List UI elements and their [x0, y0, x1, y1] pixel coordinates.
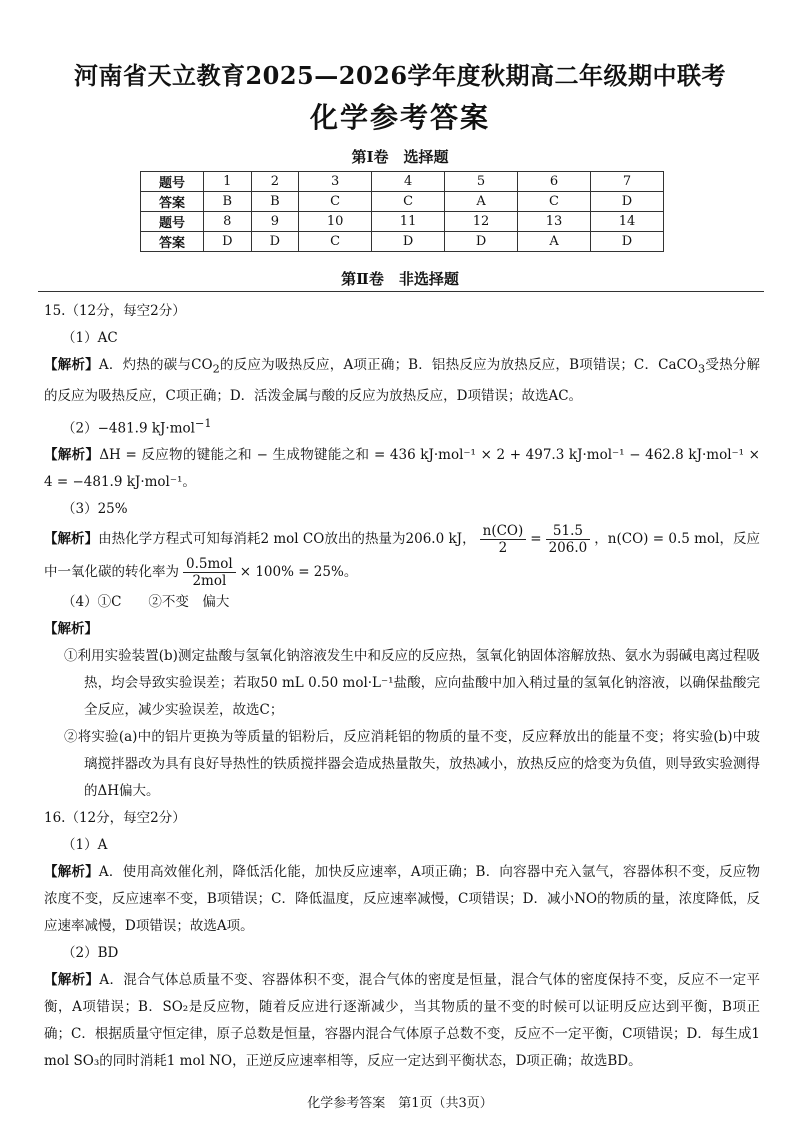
explanation-text: ΔH = 反应物的键能之和 − 生成物键能之和 = 436 kJ·mol⁻¹ × 2 + 497.3 kJ·mol⁻¹ − 462.8 kJ·mol⁻¹ × 4 = −481.9 kJ·mol⁻¹。 — [44, 447, 760, 491]
table-row — [141, 212, 664, 232]
explanation-text: A．使用高效催化剂，降低活化能，加快反应速率，A项正确；B．向容器中充入氩气，容器体积不变，反应物浓度不变，反应速率不变，B项错误；C．降低温度，反应速率减慢，C项错误；D．减小NO的物质的量，浓度降低，反应速率减慢，D项错误；故选A项。 — [44, 864, 761, 935]
exam-title: 河南省天立教育2025—2026学年度秋期高二年级期中联考 — [73, 61, 727, 90]
row-label-answer: 答案 — [141, 192, 204, 212]
answer-cell: D — [591, 232, 664, 252]
question-number: 6 — [518, 172, 591, 192]
q15-part3-explanation: 【解析】由热化学方程式可知每消耗2 mol CO放出的热量为206.0 kJ， $\frac{n(CO)}{2}$ = $\frac{51.5}{206.0}$ ，n(CO) = 0.5 mol，反应中一氧化碳的转化率为 $\frac{\text{0.5mol}}{\text{2mol}}$ × 100% = 25%。 — [44, 523, 760, 590]
explanation-text: × 100% = 25%。 — [239, 564, 358, 581]
row-label-question: 题号 — [141, 212, 204, 232]
q16-part2-explanation — [44, 967, 760, 1075]
table-row — [141, 232, 664, 252]
document-subtitle: 化学参考答案 — [309, 101, 490, 134]
fraction-denominator: 206.0 — [548, 540, 588, 557]
fraction — [480, 523, 527, 556]
question-number: 2 — [251, 172, 299, 192]
question-number: 11 — [372, 212, 445, 232]
analysis-tag: 【解析】 — [44, 621, 98, 638]
fraction-denominator: 2mol — [192, 573, 227, 590]
question-number: 12 — [445, 212, 518, 232]
table-row — [141, 172, 664, 192]
answer-cell: C — [299, 192, 372, 212]
section1-heading: 第Ⅰ卷 选择题 — [351, 148, 449, 166]
question-number: 9 — [251, 212, 299, 232]
analysis-tag: 【解析】 — [44, 864, 99, 881]
fraction-numerator: n(CO) — [480, 523, 527, 540]
analysis-tag: 【解析】 — [44, 531, 99, 548]
question-number: 14 — [591, 212, 664, 232]
q15-part4-explanation-2: ②将实验(a)中的铝片更换为等质量的铝粉后，反应消耗铝的物质的量不变，反应释放出的能量不变；将实验(b)中玻璃搅拌器改为具有良好导热性的铁质搅拌器会造成热量散失，放热减小，放热反应的焓变为负值，则导致实验测得的ΔH偏大。 — [64, 729, 760, 800]
q15-part2-explanation — [44, 442, 760, 496]
explanation-text: 由热化学方程式可知每消耗2 mol CO放出的热量为206.0 kJ， — [98, 531, 476, 548]
answer-text: （2）−481.9 kJ·mol — [62, 420, 195, 437]
question-number: 1 — [204, 172, 252, 192]
fraction — [546, 523, 591, 556]
q16-part1-answer: （1）A — [62, 837, 108, 854]
q15-part2-answer: （2）−481.9 kJ·mol$^{-1}$ — [62, 416, 212, 437]
question-16-header: 16.（12分，每空2分） — [44, 810, 186, 827]
q15-part1-answer: （1）AC — [62, 330, 118, 346]
question-15-header: 15.（12分，每空2分） — [44, 303, 186, 319]
explanation-text: A．混合气体总质量不变、容器体积不变，混合气体的密度是恒量，混合气体的密度保持不变，反应不一定平衡，A项错误；B．SO₂是反应物，随着反应进行逐渐减少，当其物质的量不变的时候可以证明反应达到平衡，B项正确；C．根据质量守恒定律，原子总数是恒量，容器内混合气体原子总数不变，反应不一定平衡，C项错误；D．每生成1 mol SO₃的同时消耗1 mol NO，正逆反应速率相等，反应一定达到平衡状态，D项正确；故选BD。 — [44, 972, 761, 1070]
row-label-answer: 答案 — [141, 232, 204, 252]
q15-part1-explanation: 【解析】A．灼热的碳与$CO_2$的反应为吸热反应，A项正确；B．铝热反应为放热反应，B项错误；C．CaCO$_3$受热分解的反应为吸热反应，C项正确；D．活泼金属与酸的反应为放热反应，D项错误；故选AC。 — [44, 357, 761, 404]
analysis-tag: 【解析】 — [44, 972, 100, 989]
answer-cell: D — [204, 232, 252, 252]
question-number: 5 — [445, 172, 518, 192]
q16-part1-explanation — [44, 859, 760, 940]
analysis-tag: 【解析】 — [44, 357, 99, 373]
fraction-numerator: 51.5 — [546, 523, 591, 540]
section2-heading: 第Ⅱ卷 非选择题 — [341, 270, 459, 288]
analysis-tag: 【解析】 — [44, 447, 100, 464]
q16-part2-answer: （2）BD — [62, 945, 119, 962]
q15-part3-answer: （3）25% — [62, 501, 128, 518]
explanation-text: 的反应为吸热反应，A项正确；B．铝热反应为放热反应，B项错误；C．CaCO — [219, 357, 698, 373]
answer-cell: A — [445, 192, 518, 212]
answer-cell: D — [591, 192, 664, 212]
answer-cell: B — [251, 192, 299, 212]
question-number: 4 — [372, 172, 445, 192]
fraction — [183, 556, 236, 589]
answer-cell: A — [518, 232, 591, 252]
question-number: 10 — [299, 212, 372, 232]
answer-cell: B — [204, 192, 252, 212]
explanation-text: A．灼热的碳与CO — [98, 357, 213, 373]
q15-part4-explanation-1: ①利用实验装置(b)测定盐酸与氢氧化钠溶液发生中和反应的反应热，氢氧化钠固体溶解放热、氨水为弱碱电离过程吸热，均会导致实验误差；若取50 mL 0.50 mol·L⁻¹盐酸，应向盐酸中加入稍过量的氢氧化钠溶液，以确保盐酸完全反应，减少实验误差，故选C； — [64, 648, 760, 719]
answer-cell: C — [518, 192, 591, 212]
question-number: 8 — [204, 212, 252, 232]
question-number: 13 — [518, 212, 591, 232]
row-label-question: 题号 — [141, 172, 204, 192]
answer-cell: C — [372, 192, 445, 212]
answer-table — [140, 171, 664, 252]
page-footer: 化学参考答案 第1页（共3页） — [307, 1096, 493, 1111]
question-number: 7 — [591, 172, 664, 192]
section-divider — [38, 291, 764, 292]
explanation-text: ，n(CO) = 0.5 mol，反应中一氧化碳的转化率为 — [44, 531, 760, 581]
answer-cell: D — [372, 232, 445, 252]
fraction-numerator: 0.5mol — [183, 556, 236, 573]
answer-cell: D — [445, 232, 518, 252]
table-row — [141, 192, 664, 212]
q15-part4-answer: （4）①C ②不变 偏大 — [62, 594, 230, 611]
answer-content — [44, 298, 760, 1075]
answer-cell: C — [299, 232, 372, 252]
answer-cell: D — [251, 232, 299, 252]
fraction-denominator: 2 — [498, 540, 508, 557]
explanation-text: 受热分解的反应为吸热反应，C项正确；D．活泼金属与酸的反应为放热反应，D项错误；故选AC。 — [44, 357, 761, 404]
question-number: 3 — [299, 172, 372, 192]
